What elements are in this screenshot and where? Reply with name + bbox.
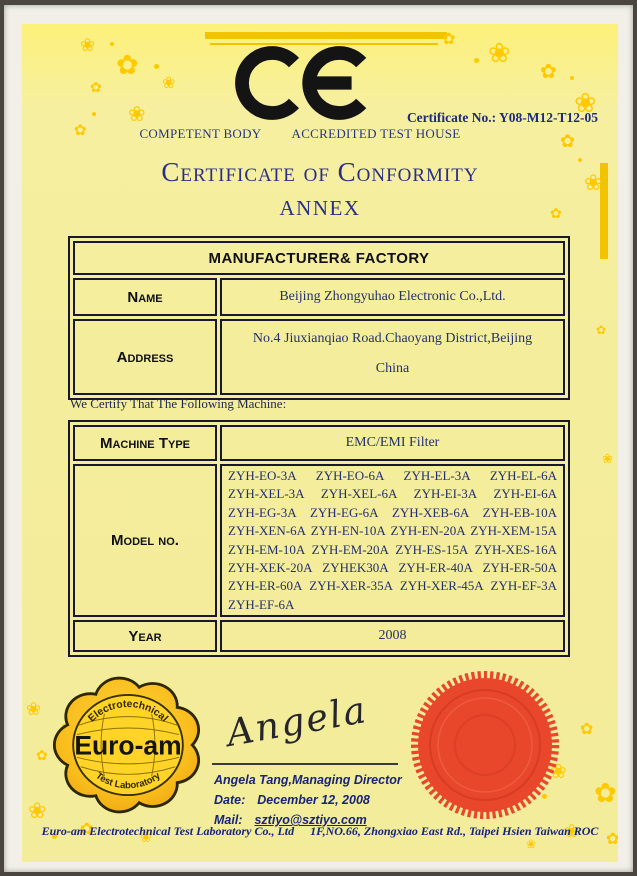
date-line xyxy=(214,790,402,810)
model-number: ZYH-EM-10A xyxy=(228,541,306,557)
seal-bottom-text: Test Laboratory xyxy=(93,770,163,792)
table-row xyxy=(73,425,565,461)
euro-am-seal xyxy=(52,676,204,819)
seal-name-text: Euro-am xyxy=(74,730,182,761)
model-number: ZYH-XES-16A xyxy=(474,541,557,557)
accredited-test-house-text: ACCREDITED TEST HOUSE xyxy=(291,126,461,141)
machine-table xyxy=(68,420,570,657)
mail-value: sztiyo@sztiyo.com xyxy=(254,813,367,827)
address-line-2: China xyxy=(375,361,410,376)
table-row xyxy=(73,241,565,275)
gold-bar-top xyxy=(205,32,447,39)
flower-icon xyxy=(36,750,48,764)
certificate-number-value: Y08-M12-T12-05 xyxy=(499,110,598,125)
signature-line xyxy=(212,763,398,765)
table-row xyxy=(73,278,565,316)
model-row xyxy=(228,577,557,595)
model-number: ZYH-XEB-6A xyxy=(391,504,470,520)
footer-address-line xyxy=(22,824,618,839)
table-row xyxy=(73,464,565,617)
certify-statement: We Certify That The Following Machine: xyxy=(70,396,287,411)
model-number: ZYH-EF-3A xyxy=(490,578,557,594)
annex-subtitle: ANNEX xyxy=(279,196,361,220)
signature-block xyxy=(214,770,402,830)
machine-type-label: Machine Type xyxy=(73,425,217,461)
model-number: ZYH-EI-6A xyxy=(493,486,557,502)
model-number: ZYH-EG-3A xyxy=(228,504,297,520)
model-row xyxy=(228,467,557,485)
model-number: ZYH-EN-10A xyxy=(310,523,386,539)
model-number: ZYH-EO-6A xyxy=(315,468,385,483)
model-number: ZYH-ER-60A xyxy=(228,578,303,594)
flower-icon xyxy=(540,62,557,82)
footer-address: 1F,NO.66, Zhongxiao East Rd., Taipei Hsien Taiwan ROC xyxy=(310,824,599,838)
address-label: Address xyxy=(73,319,217,395)
model-list xyxy=(220,464,565,617)
table-row xyxy=(73,319,565,395)
certificate-number xyxy=(407,110,598,126)
model-number: ZYH-EI-3A xyxy=(413,486,478,502)
address-line-1: No.4 Jiuxianqiao Road.Chaoyang District,Beijing xyxy=(252,331,533,346)
model-number: ZYH-EB-10A xyxy=(482,504,557,520)
model-row xyxy=(228,522,557,540)
model-row xyxy=(228,541,557,559)
certificate-title: Certificate of Conformity xyxy=(161,157,479,187)
year-value: 2008 xyxy=(220,620,565,652)
model-number: ZYH-XEL-3A xyxy=(228,486,305,502)
model-row xyxy=(228,596,557,614)
flower-icon xyxy=(488,40,511,67)
dot-decoration xyxy=(154,64,159,69)
model-number: ZYH-EF-6A xyxy=(228,596,295,612)
signer-name-title: Angela Tang,Managing Director xyxy=(214,773,402,787)
date-value: December 12, 2008 xyxy=(257,793,370,807)
model-number: ZYH-ES-15A xyxy=(395,541,469,557)
mail-label: Mail: xyxy=(214,813,243,827)
manufacturer-header: MANUFACTURER& FACTORY xyxy=(73,241,565,275)
certificate-number-label: Certificate No.: xyxy=(406,110,497,125)
seal-top-text: Electrotechnical xyxy=(86,699,170,725)
flower-icon xyxy=(560,132,575,150)
flower-icon xyxy=(116,52,139,79)
model-number: ZYH-EL-6A xyxy=(489,468,557,483)
model-number: ZYHEK30A xyxy=(322,560,389,576)
competent-body-text: COMPETENT BODY xyxy=(139,126,262,141)
model-number: ZYH-XER-35A xyxy=(309,578,394,594)
flower-icon xyxy=(26,700,41,718)
flower-icon xyxy=(526,838,536,850)
certificate-card xyxy=(22,24,618,862)
handwritten-signature: Angela xyxy=(223,687,371,756)
flower-icon xyxy=(90,82,102,96)
model-row xyxy=(228,559,557,577)
model-number: ZYH-ER-40A xyxy=(398,560,473,576)
dot-decoration xyxy=(474,58,479,63)
model-row xyxy=(228,504,557,522)
machine-type-value: EMC/EMI Filter xyxy=(220,425,565,461)
flower-icon xyxy=(602,452,613,465)
model-row xyxy=(228,485,557,503)
flower-icon xyxy=(162,76,175,92)
model-number: ZYH-EM-20A xyxy=(311,541,389,557)
flower-icon xyxy=(128,104,146,125)
model-number: ZYH-XEN-6A xyxy=(228,523,306,539)
model-number: ZYH-XEL-6A xyxy=(320,486,398,502)
red-embossed-seal xyxy=(410,670,560,825)
flower-icon xyxy=(596,324,606,336)
dot-decoration xyxy=(570,76,574,80)
date-label: Date: xyxy=(214,793,246,807)
dot-decoration xyxy=(92,112,96,116)
model-number: ZYH-ER-50A xyxy=(482,560,557,576)
model-number: ZYH-XER-45A xyxy=(399,578,484,594)
manufacturer-table xyxy=(68,236,570,400)
name-value: Beijing Zhongyuhao Electronic Co.,Ltd. xyxy=(220,278,565,316)
flower-icon xyxy=(28,800,46,822)
name-label: Name xyxy=(73,278,217,316)
model-number: ZYH-EN-20A xyxy=(390,523,466,539)
flower-icon xyxy=(80,36,95,54)
accreditation-line xyxy=(80,126,520,142)
flower-icon xyxy=(594,780,617,807)
model-no-label: Model no. xyxy=(73,464,217,617)
year-label: Year xyxy=(73,620,217,652)
model-number: ZYH-XEK-20A xyxy=(228,560,313,576)
footer-company: Euro-am Electrotechnical Test Laboratory Co., Ltd xyxy=(41,824,295,838)
model-number: ZYH-EG-6A xyxy=(309,504,379,520)
model-number: ZYH-EO-3A xyxy=(228,468,297,483)
model-number: ZYH-EL-3A xyxy=(403,468,471,483)
dot-decoration xyxy=(110,42,114,46)
table-row xyxy=(73,620,565,652)
flower-icon xyxy=(442,32,455,48)
ce-mark-icon xyxy=(234,40,384,131)
flower-icon xyxy=(580,722,593,738)
model-number: ZYH-XEM-15A xyxy=(470,523,557,539)
address-value xyxy=(220,319,565,395)
